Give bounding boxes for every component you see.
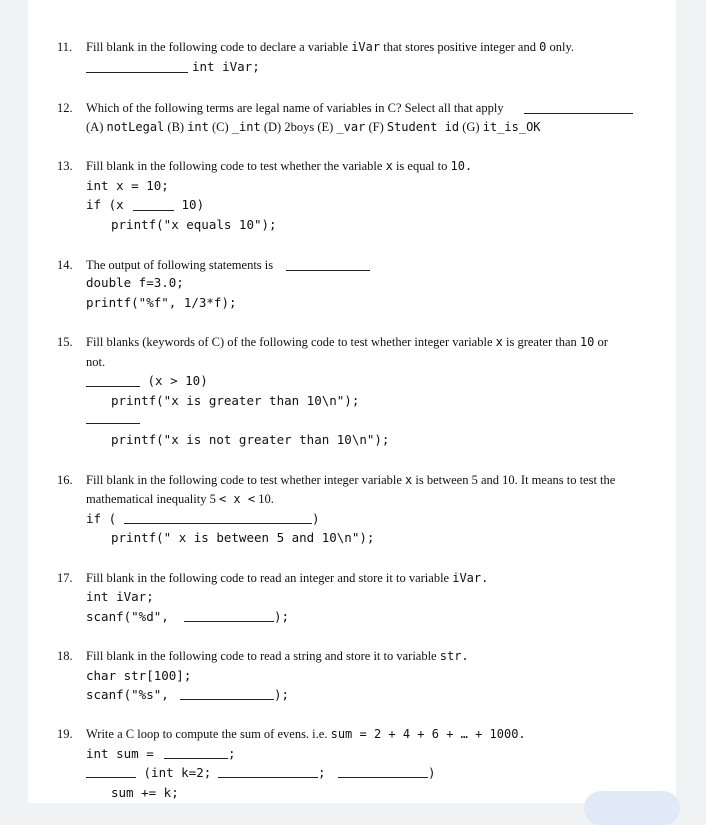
code-line: if (x: [86, 197, 132, 212]
answer-blank[interactable]: [218, 777, 318, 778]
floating-action-button[interactable]: [584, 791, 680, 825]
answer-blank[interactable]: [286, 270, 370, 271]
code-line: char str[100];: [86, 668, 192, 683]
code-line: ): [428, 765, 436, 780]
code-line: int x = 10;: [86, 178, 169, 193]
answer-blank[interactable]: [133, 210, 174, 211]
answer-blank[interactable]: [184, 621, 274, 622]
question-text: Fill blank in the following code to declare a variable iVar that stores positive integer and 0 only.: [86, 40, 575, 54]
question-text: Fill blank in the following code to read a string and store it to variable str.: [86, 649, 469, 663]
code-line: sum += k;: [111, 785, 179, 800]
code-line: scanf("%s",: [86, 687, 177, 702]
code-line: int sum =: [86, 746, 162, 761]
question-number: 13.: [57, 159, 73, 173]
code-line: ;: [318, 765, 326, 780]
answer-blank[interactable]: [86, 72, 188, 73]
answer-blank[interactable]: [86, 386, 140, 387]
question-16-line2: mathematical inequality 5 < x < 10.: [86, 492, 274, 506]
question-number: 11.: [57, 40, 73, 54]
code-line: ;: [228, 746, 236, 761]
code-line: (x > 10): [140, 373, 208, 388]
question-text: The output of following statements is: [86, 258, 274, 272]
code-line: int iVar;: [86, 589, 154, 604]
answer-blank[interactable]: [86, 423, 140, 424]
question-text: Fill blank in the following code to test whether the variable x is equal to 10.: [86, 159, 473, 173]
code-line: ): [312, 511, 320, 526]
code-line: );: [274, 609, 290, 624]
code-line: printf("x is greater than 10\n");: [111, 393, 360, 408]
question-number: 16.: [57, 473, 73, 487]
question-number: 19.: [57, 727, 73, 741]
answer-blank[interactable]: [164, 758, 228, 759]
question-number: 18.: [57, 649, 73, 663]
answer-blank[interactable]: [524, 113, 633, 114]
code-line: printf("x equals 10");: [111, 217, 277, 232]
question-12-options: (A) notLegal (B) int (C) _int (D) 2boys (E) _var (F) Student id (G) it_is_OK: [86, 120, 541, 134]
code-line: );: [274, 687, 290, 702]
code-line: if (: [86, 511, 117, 526]
code-line: double f=3.0;: [86, 275, 184, 290]
question-number: 17.: [57, 571, 73, 585]
question-text: Fill blank in the following code to test whether integer variable x is between 5 and 10. It means to test the: [86, 473, 616, 487]
code-line: printf("x is not greater than 10\n");: [111, 432, 390, 447]
answer-blank[interactable]: [124, 523, 312, 524]
question-text: Write a C loop to compute the sum of evens. i.e. sum = 2 + 4 + 6 + … + 1000.: [86, 727, 526, 741]
question-text: Which of the following terms are legal name of variables in C? Select all that apply: [86, 101, 504, 115]
code-line: printf(" x is between 5 and 10\n");: [111, 530, 375, 545]
answer-blank[interactable]: [180, 699, 274, 700]
code-line: scanf("%d",: [86, 609, 177, 624]
question-text: Fill blanks (keywords of C) of the following code to test whether integer variable x is greater than 10 or: [86, 335, 608, 349]
code-line: printf("%f", 1/3*f);: [86, 295, 237, 310]
question-15-line2: not.: [86, 355, 106, 369]
code-line: 10): [174, 197, 205, 212]
question-number: 14.: [57, 258, 73, 272]
question-number: 12.: [57, 101, 73, 115]
code-line: (int k=2;: [136, 765, 219, 780]
answer-blank[interactable]: [338, 777, 428, 778]
code-line: int iVar;: [192, 59, 260, 74]
question-number: 15.: [57, 335, 73, 349]
answer-blank[interactable]: [86, 777, 136, 778]
question-text: Fill blank in the following code to read an integer and store it to variable iVar.: [86, 571, 489, 585]
